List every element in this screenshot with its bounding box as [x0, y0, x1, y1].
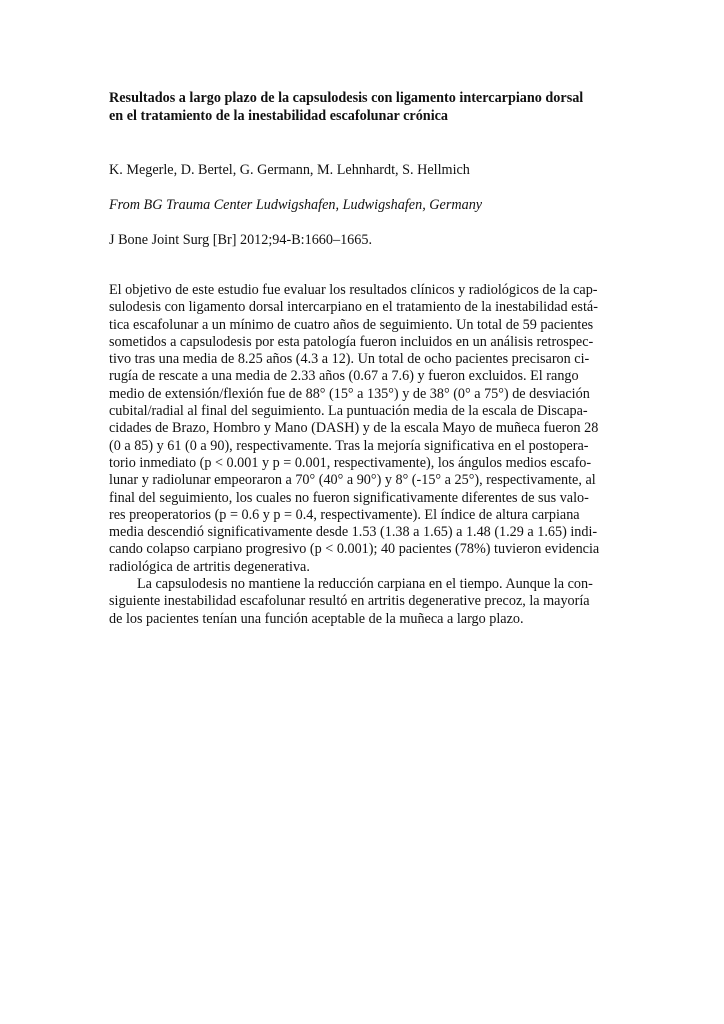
abstract-paragraph-1: El objetivo de este estudio fue evaluar los resultados clínicos y radiológicos de la cap- sulodesis con ligamento dorsal intercarpiano en el tratamiento de la inestabilidad está- tica escafolunar a un mínimo de cuatro años de seguimiento. Un total de 59 pacientes sometidos a capsulodesis por esta patología fueron incluidos en un análisis retrospec- tivo tras una media de 8.25 años (4.3 a 12). Un total de ocho pacientes precisaron ci- rugía de rescate a una media de 2.33 años (0.67 a 7.6) y fueron excluidos. El rango medio de extensión/flexión fue de 88° (15° a 135°) y de 38° (0° a 75°) de desviación cubital/radial al final del seguimiento. La puntuación media de la escala de Discapa- cidades de Brazo, Hombro y Mano (DASH) y de la escala Mayo de muñeca fueron 28 (0 a 85) y 61 (0 a 90), respectivamente. Tras la mejoría significativa en el postopera- torio inmediato (p < 0.001 y p = 0.001, respectivamente), los ángulos medios escafo- lunar y radiolunar empeoraron a 70° (40° a 90°) y 8° (-15° a 25°), respectivamente, al final del seguimiento, los cuales no fueron significativamente diferentes de sus valo- res preoperatorios (p = 0.6 y p = 0.4, respectivamente). El índice de altura carpiana media descendió significativamente desde 1.53 (1.38 a 1.65) a 1.48 (1.29 a 1.65) indi- cando colapso carpiano progresivo (p < 0.001); 40 pacientes (78%) tuvieron evidencia radiológica de artritis degenerativa.: [109, 282, 600, 575]
affiliation: From BG Trauma Center Ludwigshafen, Ludwigshafen, Germany: [109, 197, 483, 213]
article-title: Resultados a largo plazo de la capsulodesis con ligamento intercarpiano dorsal en el tratamiento de la inestabilidad escafolunar crónica: [109, 90, 584, 124]
author-list: K. Megerle, D. Bertel, G. Germann, M. Lehnhardt, S. Hellmich: [109, 162, 470, 178]
abstract-paragraph-2: La capsulodesis no mantiene la reducción carpiana en el tiempo. Aunque la con- siguiente inestabilidad escafolunar resultó en artritis degenerative precoz, la mayoría de los pacientes tenían una función aceptable de la muñeca a largo plazo.: [109, 576, 593, 627]
document-page: [109, 89, 617, 628]
abstract: [109, 282, 617, 628]
journal-citation: J Bone Joint Surg [Br] 2012;94-B:1660–1665.: [109, 232, 373, 248]
